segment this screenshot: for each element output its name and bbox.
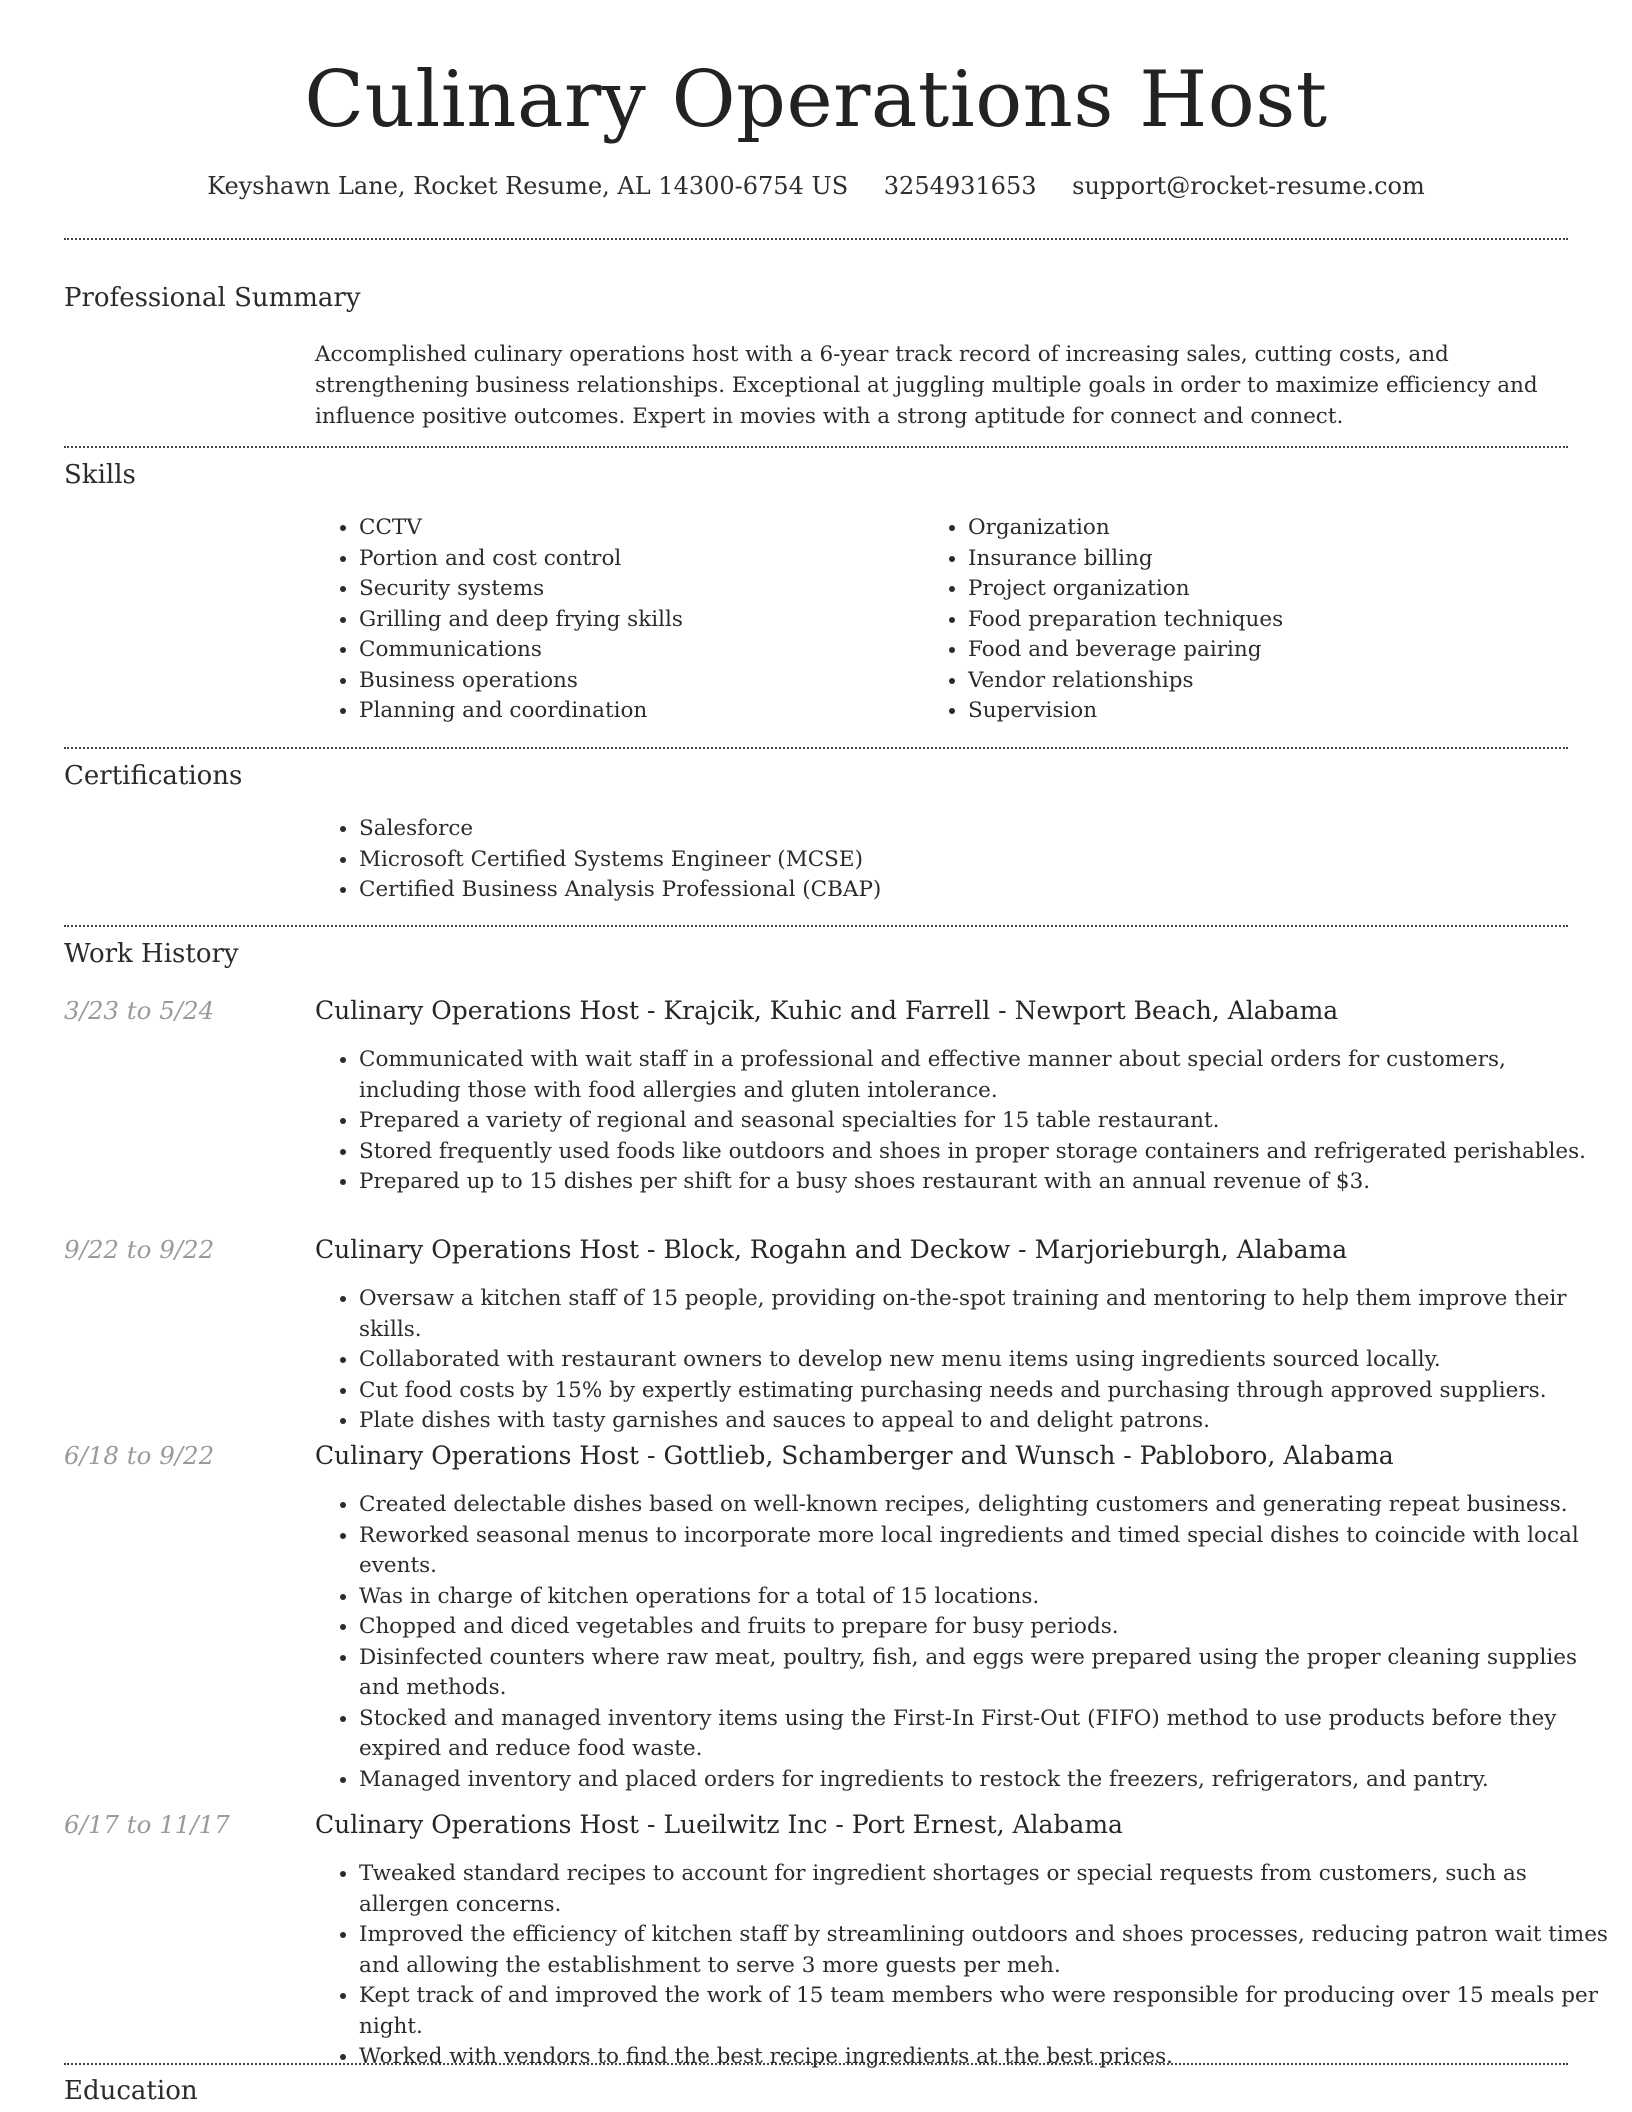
skill-item: • Project organization	[968, 574, 1568, 605]
job-bullet: • Improved the efficiency of kitchen staff by streamlining outdoors and shoes processes, reducing patron wait times and allowing the establishment to serve 3 more guests per meh.	[359, 1920, 1613, 1981]
skill-item: • Vendor relationships	[968, 666, 1568, 697]
contact-address: Keyshawn Lane, Rocket Resume, AL 14300-6754 US	[207, 172, 849, 200]
job-bullet: • Chopped and diced vegetables and fruits to prepare for busy periods.	[359, 1612, 1613, 1643]
section-title-work: Work History	[64, 939, 239, 969]
job-bullet: • Stored frequently used foods like outdoors and shoes in proper storage containers and refrigerated perishables.	[359, 1137, 1613, 1168]
divider	[64, 446, 1568, 448]
contact-line	[0, 170, 1632, 202]
skill-item: • Planning and coordination	[359, 696, 919, 727]
job-bullets	[315, 1490, 1613, 1795]
divider	[64, 747, 1568, 749]
summary-text: Accomplished culinary operations host with a 6-year track record of increasing sales, cutting costs, and strengthening business relationships. Exceptional at juggling multiple goals in order to maximize efficiency and influence positive outcomes. Expert in movies with a strong aptitude for connect and connect.	[315, 342, 1538, 429]
section-title-education: Education	[64, 2076, 198, 2106]
skills-list-right	[924, 513, 1568, 727]
divider	[64, 925, 1568, 927]
job-dates: 6/17 to 11/17	[64, 1810, 230, 1839]
certification-item: • Salesforce	[359, 814, 1559, 845]
skill-item: • Business operations	[359, 666, 919, 697]
skill-item: • Security systems	[359, 574, 919, 605]
job-dates: 6/18 to 9/22	[64, 1441, 215, 1470]
certification-item: • Certified Business Analysis Professional (CBAP)	[359, 875, 1559, 906]
job-bullet: • Cut food costs by 15% by expertly estimating purchasing needs and purchasing through approved suppliers.	[359, 1376, 1613, 1407]
job-bullets	[315, 1859, 1613, 2073]
job-bullet: • Communicated with wait staff in a professional and effective manner about special orders for customers, including those with food allergies and gluten intolerance.	[359, 1045, 1613, 1106]
section-title-summary: Professional Summary	[64, 283, 361, 313]
job-bullet: • Stocked and managed inventory items using the First-In First-Out (FIFO) method to use products before they expired and reduce food waste.	[359, 1704, 1613, 1765]
skill-item: • Supervision	[968, 696, 1568, 727]
job-title: Culinary Operations Host - Krajcik, Kuhic and Farrell - Newport Beach, Alabama	[315, 996, 1339, 1025]
job-bullet: • Created delectable dishes based on well-known recipes, delighting customers and generating repeat business.	[359, 1490, 1613, 1521]
job-bullet: • Collaborated with restaurant owners to develop new menu items using ingredients sourced locally.	[359, 1345, 1613, 1376]
skill-item: • CCTV	[359, 513, 919, 544]
job-title: Culinary Operations Host - Gottlieb, Schamberger and Wunsch - Pabloboro, Alabama	[315, 1441, 1394, 1470]
section-title-skills: Skills	[64, 460, 136, 490]
job-bullet: • Oversaw a kitchen staff of 15 people, providing on-the-spot training and mentoring to help them improve their skills.	[359, 1284, 1613, 1345]
contact-email: support@rocket-resume.com	[1072, 172, 1425, 200]
divider	[64, 2063, 1568, 2065]
skill-item: • Portion and cost control	[359, 544, 919, 575]
skill-item: • Organization	[968, 513, 1568, 544]
skills-list-left	[315, 513, 919, 727]
job-bullet: • Managed inventory and placed orders for ingredients to restock the freezers, refrigerators, and pantry.	[359, 1765, 1613, 1796]
skill-item: • Insurance billing	[968, 544, 1568, 575]
certification-item: • Microsoft Certified Systems Engineer (MCSE)	[359, 845, 1559, 876]
job-title: Culinary Operations Host - Block, Rogahn and Deckow - Marjorieburgh, Alabama	[315, 1235, 1348, 1264]
job-bullets	[315, 1045, 1613, 1198]
divider	[64, 238, 1568, 240]
job-dates: 3/23 to 5/24	[64, 996, 215, 1025]
skill-item: • Grilling and deep frying skills	[359, 605, 919, 636]
job-bullet: • Kept track of and improved the work of 15 team members who were responsible for producing over 15 meals per night.	[359, 1981, 1613, 2042]
job-bullet: • Disinfected counters where raw meat, poultry, fish, and eggs were prepared using the proper cleaning supplies and methods.	[359, 1643, 1613, 1704]
job-title: Culinary Operations Host - Lueilwitz Inc - Port Ernest, Alabama	[315, 1810, 1123, 1839]
job-bullets	[315, 1284, 1613, 1437]
skill-item: • Food preparation techniques	[968, 605, 1568, 636]
job-bullet: • Was in charge of kitchen operations for a total of 15 locations.	[359, 1582, 1613, 1613]
contact-phone: 3254931653	[883, 172, 1037, 200]
section-title-certifications: Certifications	[64, 761, 243, 791]
certifications-list	[315, 814, 1559, 906]
job-bullet: • Worked with vendors to find the best recipe ingredients at the best prices.	[359, 2042, 1613, 2073]
job-bullet: • Prepared up to 15 dishes per shift for a busy shoes restaurant with an annual revenue of $3.	[359, 1167, 1613, 1198]
resume-title: Culinary Operations Host	[304, 55, 1328, 145]
skill-item: • Food and beverage pairing	[968, 635, 1568, 666]
skill-item: • Communications	[359, 635, 919, 666]
job-bullet: • Plate dishes with tasty garnishes and sauces to appeal to and delight patrons.	[359, 1406, 1613, 1437]
job-bullet: • Prepared a variety of regional and seasonal specialties for 15 table restaurant.	[359, 1106, 1613, 1137]
job-bullet: • Reworked seasonal menus to incorporate more local ingredients and timed special dishes to coincide with local events.	[359, 1521, 1613, 1582]
job-dates: 9/22 to 9/22	[64, 1235, 215, 1264]
job-bullet: • Tweaked standard recipes to account for ingredient shortages or special requests from customers, such as allergen concerns.	[359, 1859, 1613, 1920]
